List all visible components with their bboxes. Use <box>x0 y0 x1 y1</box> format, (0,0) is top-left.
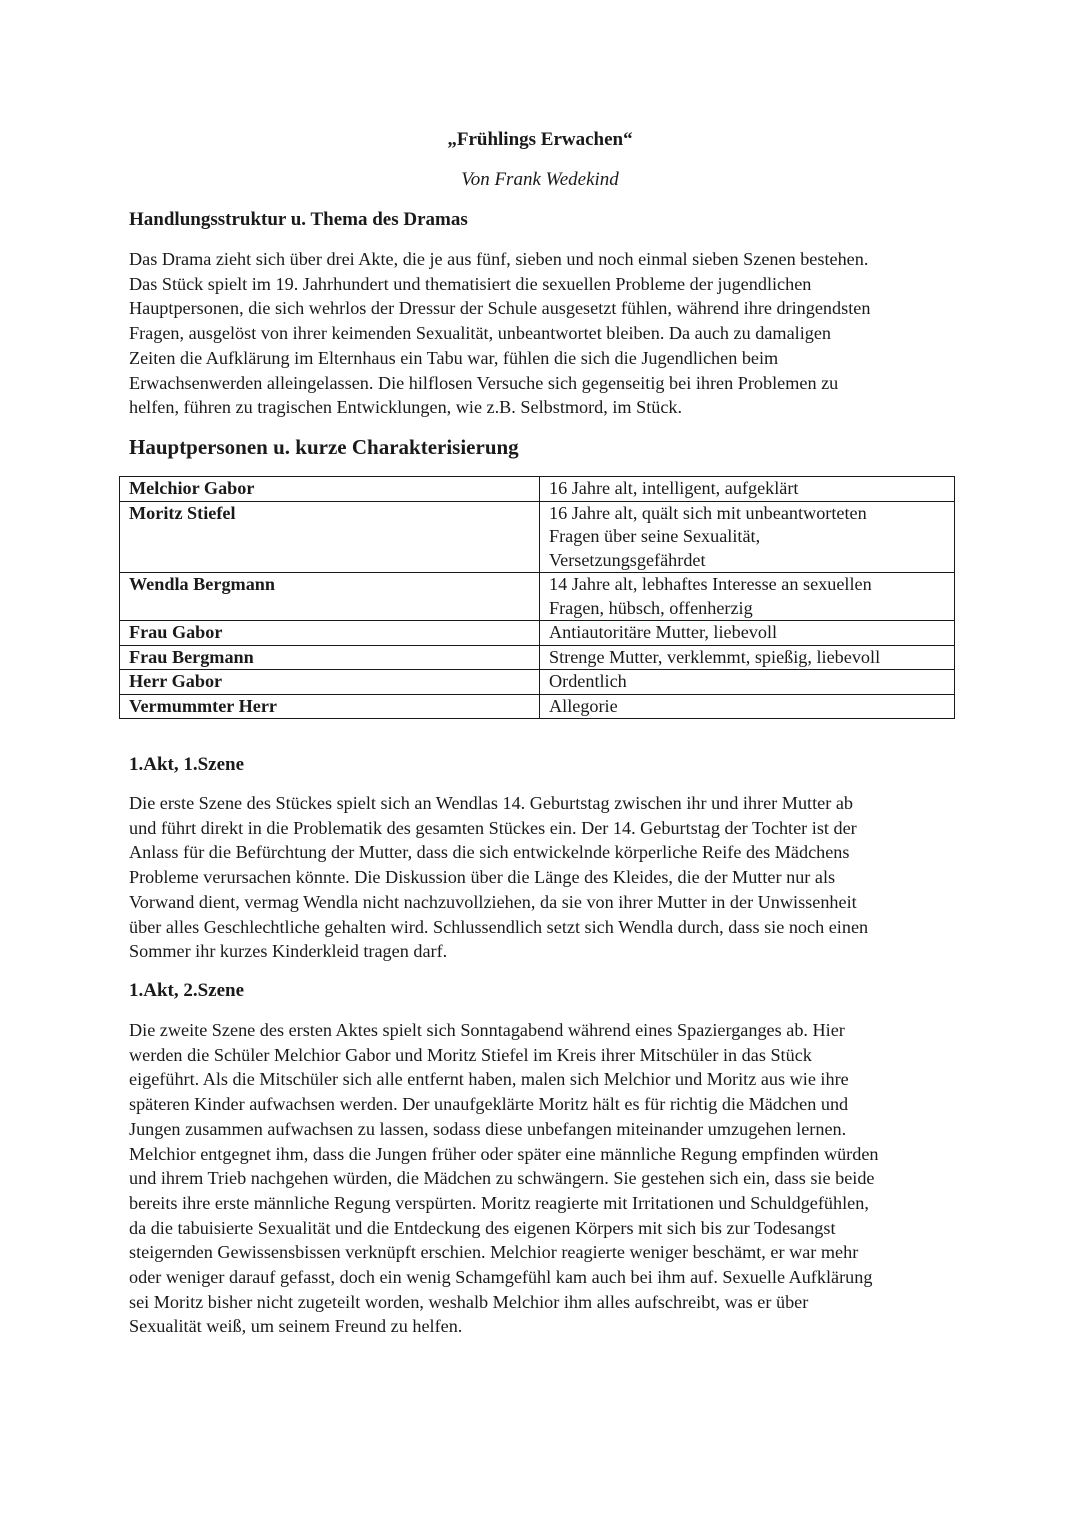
character-description <box>540 694 955 719</box>
character-name: Frau Gabor <box>120 621 540 646</box>
paragraph-line: eigeführt. Als die Mitschüler sich alle entfernt haben, malen sich Melchior und Moritz aus wie ihre <box>129 1069 849 1090</box>
table-row <box>120 621 955 646</box>
paragraph-line: Anlass für die Befürchtung der Mutter, dass die sich entwickelnde körperliche Reife des Mädchens <box>129 842 850 863</box>
description-line: 16 Jahre alt, intelligent, aufgeklärt <box>549 478 799 498</box>
paragraph-line: helfen, führen zu tragischen Entwicklungen, wie z.B. Selbstmord, im Stück. <box>129 397 683 418</box>
heading-act1-scene1: 1.Akt, 1.Szene <box>129 754 245 775</box>
paragraph-act1-scene2 <box>129 1018 955 1339</box>
paragraph-line: steigernden Gewissensbissen verknüpft erschien. Melchior reagierte weniger beschämt, er war mehr <box>129 1242 859 1263</box>
paragraph-line: Melchior entgegnet ihm, dass die Jungen früher oder später eine männliche Regung empfinden würden <box>129 1143 879 1164</box>
paragraph-act1-scene1 <box>129 791 955 964</box>
paragraph-line: Erwachsenwerden alleingelassen. Die hilflosen Versuche sich gegenseitig bei ihren Problemen zu <box>129 372 839 393</box>
paragraph-line: Das Drama zieht sich über drei Akte, die je aus fünf, sieben und noch einmal sieben Szenen bestehen. <box>129 249 869 269</box>
character-name: Vermummter Herr <box>120 694 540 719</box>
character-description <box>540 670 955 695</box>
description-line: Ordentlich <box>549 671 627 691</box>
description-line: 16 Jahre alt, quält sich mit unbeantworteten <box>549 502 867 523</box>
paragraph-line: Zeiten die Aufklärung im Elternhaus ein Tabu war, fühlen die sich die Jugendlichen beim <box>129 347 779 368</box>
table-row <box>120 645 955 670</box>
heading-act1-scene2: 1.Akt, 2.Szene <box>129 980 245 1001</box>
paragraph-line: und ihrem Trieb nachgehen würden, die Mädchen zu schwängern. Sie gestehen sich ein, dass sie beide <box>129 1168 875 1189</box>
paragraph-line: Probleme verursachen könnte. Die Diskussion über die Länge des Kleides, die der Mutter nur als <box>129 867 836 888</box>
character-name: Moritz Stiefel <box>120 501 540 573</box>
character-description <box>540 501 955 573</box>
paragraph-line: späteren Kinder aufwachsen werden. Der unaufgeklärte Moritz hält es für richtig die Mädchen und <box>129 1094 849 1115</box>
character-description <box>540 477 955 502</box>
description-line: 14 Jahre alt, lebhaftes Interesse an sexuellen <box>549 574 872 594</box>
description-line: Fragen über seine Sexualität, <box>549 526 761 546</box>
document-title: „Frühlings Erwachen“ <box>447 129 633 150</box>
characters-table <box>119 476 955 719</box>
paragraph-line: Sexualität weiß, um seinem Freund zu helfen. <box>129 1316 463 1337</box>
paragraph-line: Sommer ihr kurzes Kinderkleid tragen darf. <box>129 941 448 962</box>
description-line: Versetzungsgefährdet <box>549 549 706 570</box>
paragraph-line: über alles Geschlechtliche gehalten wird. Schlussendlich setzt sich Wendla durch, dass sie noch einen <box>129 916 869 937</box>
paragraph-line: Fragen, ausgelöst von ihrer keimenden Sexualität, unbeantwortet bleiben. Da auch zu damaligen <box>129 323 832 344</box>
character-name: Melchior Gabor <box>120 477 540 502</box>
table-row <box>120 694 955 719</box>
paragraph-line: und führt direkt in die Problematik des gesamten Stückes ein. Der 14. Geburtstag der Tochter ist der <box>129 817 857 838</box>
character-name: Wendla Bergmann <box>120 573 540 621</box>
character-description <box>540 621 955 646</box>
heading-characters: Hauptpersonen u. kurze Charakterisierung <box>129 435 519 459</box>
paragraph-structure <box>129 247 955 420</box>
character-description <box>540 573 955 621</box>
paragraph-line: Hauptpersonen, die sich wehrlos der Dressur der Schule ausgesetzt fühlen, während ihre dringendsten <box>129 298 871 319</box>
table-row <box>120 477 955 502</box>
description-line: Strenge Mutter, verklemmt, spießig, liebevoll <box>549 646 881 667</box>
description-line: Allegorie <box>549 695 618 716</box>
paragraph-line: Die zweite Szene des ersten Aktes spielt sich Sonntagabend während eines Spazierganges ab. Hier <box>129 1020 845 1040</box>
paragraph-line: Jungen zusammen aufwachsen zu lassen, sodass diese unbefangen miteinander umzugehen lernen. <box>129 1118 847 1139</box>
description-line: Fragen, hübsch, offenherzig <box>549 597 753 618</box>
paragraph-line: da die tabuisierte Sexualität und die Entdeckung des eigenen Körpers mit sich bis zur Todesangst <box>129 1217 836 1238</box>
table-row <box>120 573 955 621</box>
character-name: Frau Bergmann <box>120 645 540 670</box>
paragraph-line: oder weniger darauf gefasst, doch ein wenig Schamgefühl kam auch bei ihm auf. Sexuelle Aufklärung <box>129 1267 873 1288</box>
character-description <box>540 645 955 670</box>
paragraph-line: sei Moritz bisher nicht zugeteilt worden, weshalb Melchior ihm alles aufschreibt, was er über <box>129 1291 809 1312</box>
heading-structure: Handlungsstruktur u. Thema des Dramas <box>129 209 468 230</box>
paragraph-line: Vorwand dient, vermag Wendla nicht nachzuvollziehen, da sie von ihrer Mutter in der Unwissenheit <box>129 891 857 912</box>
document-subtitle: Von Frank Wedekind <box>461 169 619 190</box>
paragraph-line: bereits ihre erste männliche Regung verspürten. Moritz reagierte mit Irritationen und Schuldgefühlen, <box>129 1192 869 1213</box>
description-line: Antiautoritäre Mutter, liebevoll <box>549 622 778 642</box>
table-row <box>120 670 955 695</box>
paragraph-line: Die erste Szene des Stückes spielt sich an Wendlas 14. Geburtstag zwischen ihr und ihrer Mutter ab <box>129 793 853 813</box>
character-name: Herr Gabor <box>120 670 540 695</box>
paragraph-line: Das Stück spielt im 19. Jahrhundert und thematisiert die sexuellen Probleme der jugendlichen <box>129 273 812 294</box>
paragraph-line: werden die Schüler Melchior Gabor und Moritz Stiefel im Kreis ihrer Mitschüler in das Stück <box>129 1044 812 1065</box>
table-row <box>120 501 955 573</box>
